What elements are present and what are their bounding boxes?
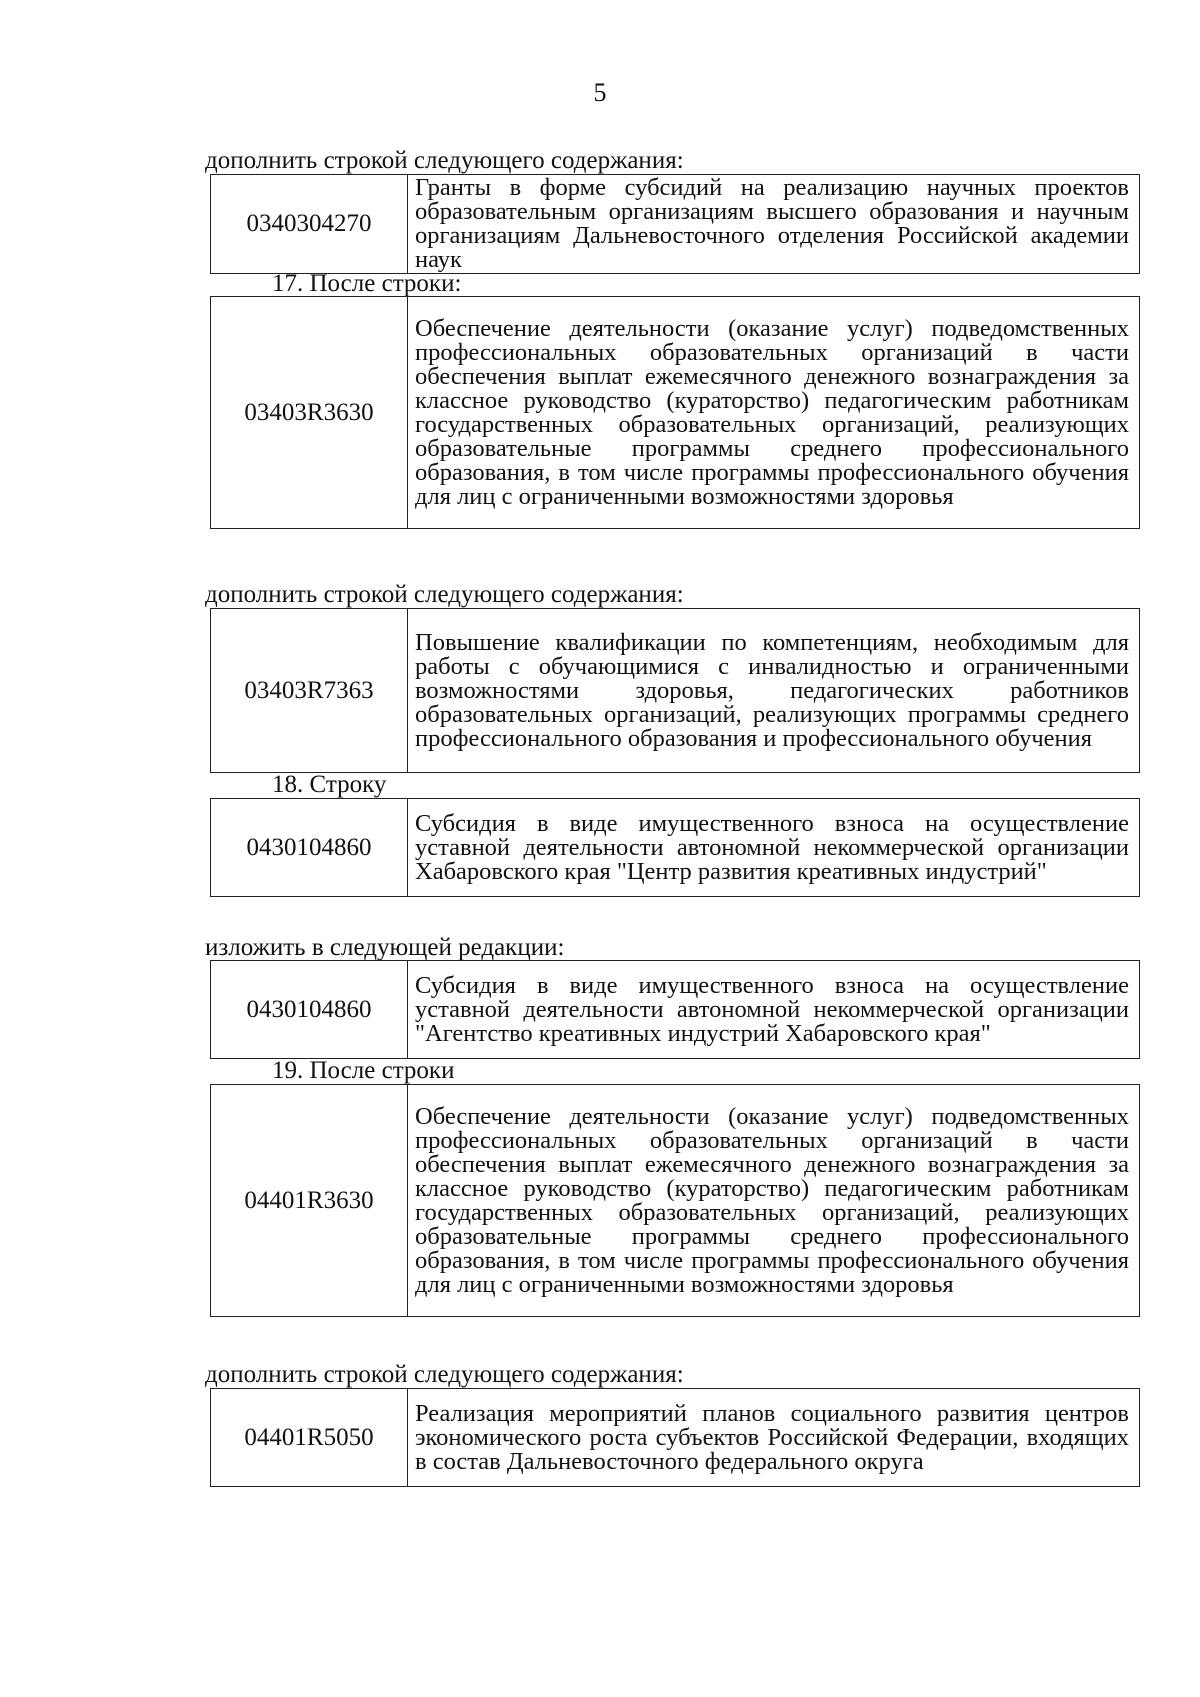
intro-text: 18. Строку — [272, 771, 387, 798]
table-row — [210, 798, 1140, 897]
table-row — [210, 174, 1140, 274]
intro-text: дополнить строкой следующего содержания: — [205, 581, 684, 608]
code-cell: 04401R3630 — [211, 1085, 408, 1317]
description-cell: Гранты в форме субсидий на реализацию научных проектов образовательным организациям высшего образования и научным организациям Дальневосточного отделения Российской академии наук — [408, 175, 1140, 274]
intro-text: 17. После строки: — [272, 270, 462, 297]
table-row — [210, 960, 1140, 1059]
description-cell: Обеспечение деятельности (оказание услуг) подведомственных профессиональных образовательных организаций в части обеспечения выплат ежемесячного денежного вознаграждения за классное руководство (кураторство) педагогическим работникам государственных образовательных организаций, реализующих образовательные программы среднего профессионального образования, в том числе программы профессионального обучения для лиц с ограниченными возможностями здоровья — [408, 297, 1140, 529]
code-cell: 03403R7363 — [211, 609, 408, 773]
description-cell: Субсидия в виде имущественного взноса на осуществление уставной деятельности автономной некоммерческой организации "Агентство креативных индустрий Хабаровского края" — [408, 961, 1140, 1059]
intro-text: дополнить строкой следующего содержания: — [205, 1361, 684, 1388]
table-row — [210, 608, 1140, 773]
description-cell: Субсидия в виде имущественного взноса на осуществление уставной деятельности автономной некоммерческой организации Хабаровского края "Центр развития креативных индустрий" — [408, 799, 1140, 897]
code-cell: 0430104860 — [211, 799, 408, 897]
code-cell: 04401R5050 — [211, 1389, 408, 1487]
description-cell: Обеспечение деятельности (оказание услуг) подведомственных профессиональных образовательных организаций в части обеспечения выплат ежемесячного денежного вознаграждения за классное руководство (кураторство) педагогическим работникам государственных образовательных организаций, реализующих образовательные программы среднего профессионального образования, в том числе программы профессионального обучения для лиц с ограниченными возможностями здоровья — [408, 1085, 1140, 1317]
intro-text: дополнить строкой следующего содержания: — [205, 147, 684, 174]
intro-text: 19. После строки — [272, 1057, 455, 1084]
code-cell: 03403R3630 — [211, 297, 408, 529]
intro-text: изложить в следующей редакции: — [205, 934, 565, 961]
table-row — [210, 1388, 1140, 1487]
code-cell: 0430104860 — [211, 961, 408, 1059]
code-cell: 0340304270 — [211, 175, 408, 274]
description-cell: Повышение квалификации по компетенциям, необходимым для работы с обучающимися с инвалидностью и ограниченными возможностями здоровья, педагогических работников образовательных организаций, реализующих программы среднего профессионального образования и профессионального обучения — [408, 609, 1140, 773]
description-cell: Реализация мероприятий планов социального развития центров экономического роста субъектов Российской Федерации, входящих в состав Дальневосточного федерального округа — [408, 1389, 1140, 1487]
page-number: 5 — [593, 78, 607, 107]
table-row — [210, 296, 1140, 529]
table-row — [210, 1084, 1140, 1317]
